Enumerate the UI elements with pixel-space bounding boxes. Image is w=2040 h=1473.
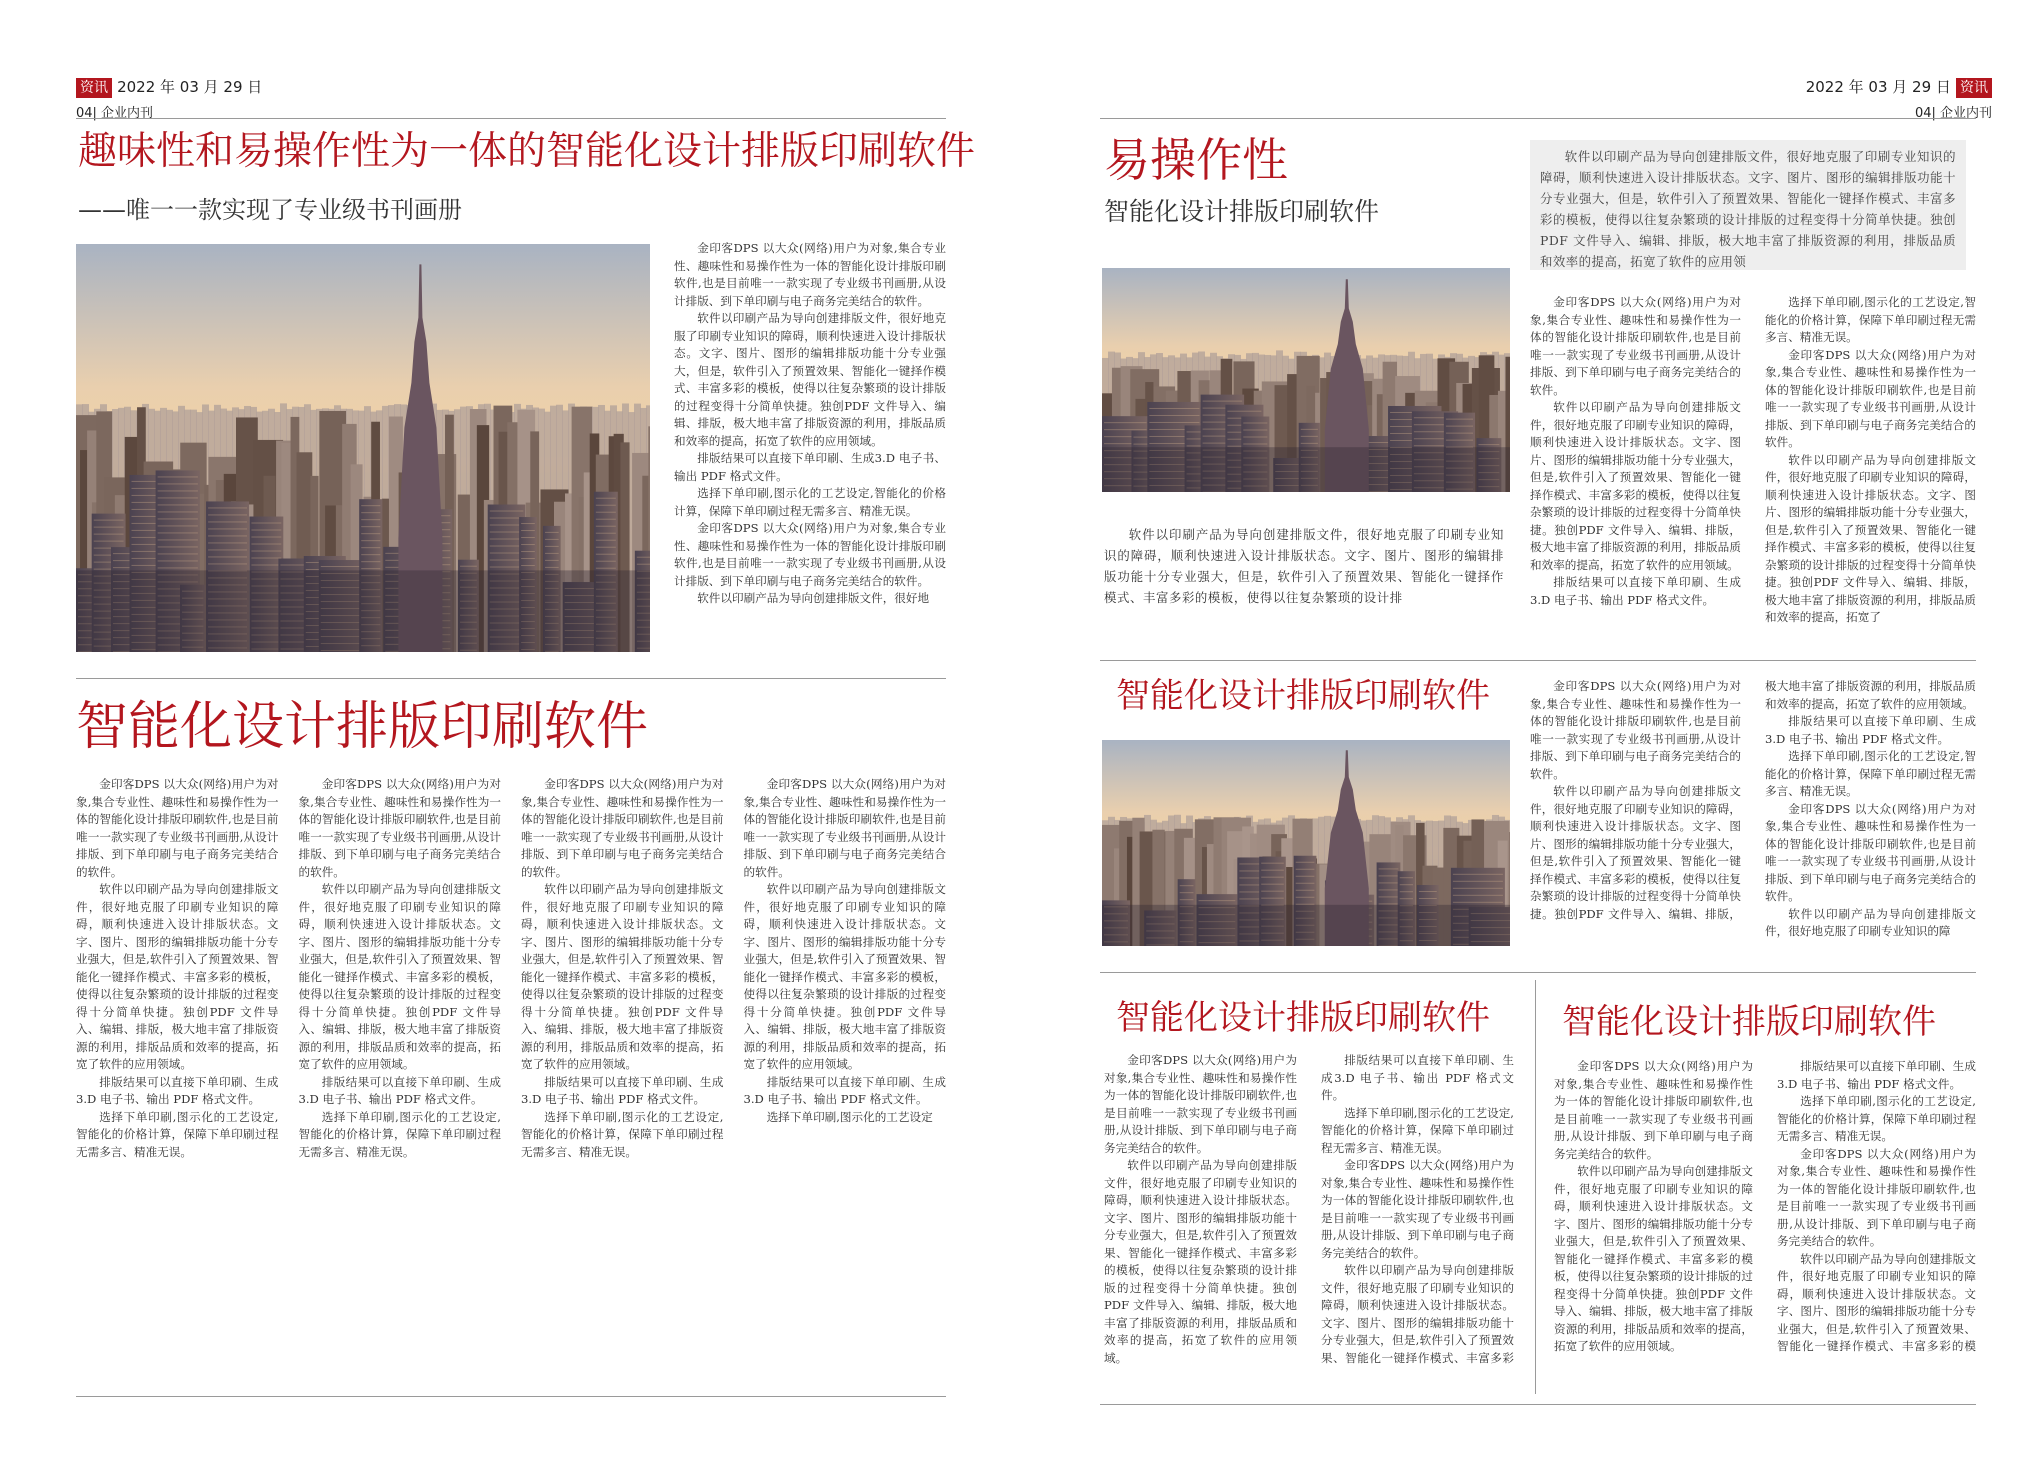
left-header-date: 2022 年 03 月 29 日 — [117, 78, 263, 96]
right-bottom-right-text — [1554, 1058, 1976, 1380]
paragraph: 选择下单印刷,图示化的工艺设定,智能化的价格计算，保障下单印刷过程无需多言、精准无误。 — [521, 1109, 724, 1159]
paragraph: 软件以印刷产品为导向创建排版文件，很好地克服了印刷专业知识的障碍，顺利快速进入设计排版状态。文字、图片、图形的编辑排版功能十分专业强大，但是，软件引入了预置效果、智能化一键择作模式、丰富多彩的模板，使得以往复杂繁琐的设计排版的过程变得十分简单快捷。独创PDF 文件导入、编辑、排版，极大地丰富了排版资源的利用，排版品质和效率的提高，拓宽了软件的应用领域。 — [674, 311, 946, 448]
pull-quote — [1530, 140, 1966, 270]
paragraph: 金印客DPS 以大众(网络)用户为对象,集合专业性、趣味性和易操作性为一体的智能化设计排版印刷软件,也是目前唯一一款实现了专业级书刊画册,从设计排版、到下单印刷与电子商务完美结合的软件。 — [1530, 679, 1741, 781]
right-header-badge: 资讯 — [1956, 78, 1992, 98]
paragraph: 选择下单印刷,图示化的工艺设定,智能化的价格计算，保障下单印刷过程无需多言、精准无误。 — [1765, 749, 1976, 798]
italic-note-text: 软件以印刷产品为导向创建排版文件，很好地克服了印刷专业知识的障碍，顺利快速进入设计排版状态。文字、图片、图形的编辑排版功能十分专业强大，但是，软件引入了预置效果、智能化一键择作模式、丰富多彩的模板，使得以往复杂繁琐的设计排 — [1104, 527, 1504, 605]
paragraph: 金印客DPS 以大众(网络)用户为对象,集合专业性、趣味性和易操作性为一体的智能化设计排版印刷软件,也是目前唯一一款实现了专业级书刊画册,从设计排版、到下单印刷与电子商务完美结合的软件。 — [1777, 1146, 1976, 1248]
city-skyline-photo-right-top — [1102, 268, 1510, 492]
left-bottom-rule — [76, 1396, 946, 1397]
left-top-text — [674, 240, 946, 652]
paragraph: 金印客DPS 以大众(网络)用户为对象,集合专业性、趣味性和易操作性为一体的智能化设计排版印刷软件,也是目前唯一一款实现了专业级书刊画册,从设计排版、到下单印刷与电子商务完美结合的软件。 — [521, 777, 724, 879]
paragraph: 金印客DPS 以大众(网络)用户为对象,集合专业性、趣味性和易操作性为一体的智能化设计排版印刷软件,也是目前唯一一款实现了专业级书刊画册,从设计排版、到下单印刷与电子商务完美结合的软件。 — [1530, 295, 1741, 397]
paragraph: 金印客DPS 以大众(网络)用户为对象,集合专业性、趣味性和易操作性为一体的智能化设计排版印刷软件,也是目前唯一一款实现了专业级书刊画册,从设计排版、到下单印刷与电子商务完美结合的软件。 — [76, 777, 279, 879]
paragraph: 软件以印刷产品为导向创建排版文件，很好地克服了印刷专业知识的障碍，顺利快速进入设计排版状态。文字、图片、图形的编辑排版功能十分专业强大，但是,软件引入了预置效果、智能化一键择作模式、丰富多彩的模板，使得以往复杂繁琐的设计排版的过程变得十分简单快捷。独创PDF 文件导入、编辑、排版，极大地丰富了排版资源的利用，排版品质和效率的提高，拓宽了软件的应用领域。 — [1530, 400, 1741, 572]
city-skyline-photo-right-middle — [1102, 740, 1510, 946]
paragraph: 软件以印刷产品为导向创建排版文件，很好地克服了印刷专业知识的障 — [1765, 906, 1976, 938]
paragraph: 软件以印刷产品为导向创建排版文件，很好地 — [697, 591, 930, 605]
paragraph: 软件以印刷产品为导向创建排版文件，很好地克服了印刷专业知识的障碍，顺利快速进入设计排版状态。文字、图片、图形的编辑排版功能十分专业强大，但是,软件引入了预置效果、智能化一键择作模式、丰富多彩的模板，使得以往复杂繁琐的设计排版的过程变得十分简单快捷。独创PDF 文件导入、编辑、排版，极大地丰富了排版资源的利用，排版品质和效率的提高，拓宽了软件的应用领域。 — [298, 882, 501, 1071]
right-header-date: 2022 年 03 月 29 日 — [1805, 78, 1951, 96]
right-top-text — [1530, 294, 1976, 636]
right-subheadline: 智能化设计排版印刷软件 — [1104, 197, 1380, 226]
paragraph: 排版结果可以直接下单印刷、生成3.D 电子书、输出 PDF 格式文件。 — [1321, 1053, 1514, 1102]
paragraph: 软件以印刷产品为导向创建排版文件，很好地克服了印刷专业知识的障碍，顺利快速进入设计排版状态。文字、图片、图形的编辑排版功能十分专业强大，但是,软件引入了预置效果、智能化一键择作模式、丰富多彩的模 — [1777, 1251, 1976, 1353]
paragraph: 排版结果可以直接下单印刷、生成3.D 电子书、输出 PDF 格式文件。 — [521, 1074, 724, 1106]
italic-note — [1104, 524, 1504, 610]
right-bottom-right-headline: 智能化设计排版印刷软件 — [1562, 1002, 1936, 1042]
left-header-rule — [76, 118, 946, 119]
paragraph: 软件以印刷产品为导向创建排版文件，很好地克服了印刷专业知识的障碍，顺利快速进入设计排版状态。文字、图片、图形的编辑排版功能十分专业强大，但是,软件引入了预置效果、智能化一键择作模式、丰富多彩的模板，使得以往复杂繁琐的设计排版的过程变得十分简单快捷。独创PDF 文件导入、编辑、排版，极大地丰富了排版资源的利用，排版品质和效率的提高，拓宽了软件的应用领域。 — [521, 882, 724, 1071]
right-middle-text — [1530, 678, 1976, 948]
paragraph: 金印客DPS 以大众(网络)用户为对象,集合专业性、趣味性和易操作性为一体的智能化设计排版印刷软件,也是目前唯一一款实现了专业级书刊画册,从设计排版、到下单印刷与电子商务完美结合的软件。 — [1765, 801, 1976, 903]
paragraph: 排版结果可以直接下单印刷、生成3.D 电子书、输出 PDF 格式文件。 — [1530, 575, 1741, 607]
paragraph: 排版结果可以直接下单印刷、生成3.D 电子书、输出 PDF 格式文件。 — [1765, 714, 1976, 746]
paragraph: 金印客DPS 以大众(网络)用户为对象,集合专业性、趣味性和易操作性为一体的智能化设计排版印刷软件,也是目前唯一一款实现了专业级书刊画册,从设计排版、到下单印刷与电子商务完美结合的软件。 — [1765, 347, 1976, 449]
right-bottom-rule — [1100, 1404, 1976, 1405]
paragraph: 软件以印刷产品为导向创建排版文件，很好地克服了印刷专业知识的障碍，顺利快速进入设计排版状态。文字、图片、图形的编辑排版功能十分专业强大，但是,软件引入了预置效果、智能化一键择作模式、丰富多彩的模板，使得以往复杂繁琐的设计排版的过程变得十分简单快捷。独创PDF 文件导入、编辑、排版，极大地丰富了排版资源的利用，排版品质和效率的提高，拓宽了软件的应用领域。 — [1530, 679, 1976, 921]
left-big-headline: 智能化设计排版印刷软件 — [76, 697, 649, 757]
paragraph: 软件以印刷产品为导向创建排版文件，很好地克服了印刷专业知识的障碍，顺利快速进入设计排版状态。文字、图片、图形的编辑排版功能十分专业强大，但是,软件引入了预置效果、智能化一键择作模式、丰富多彩的模板，使得以往复杂繁琐的设计排版的过程变得十分简单快捷。独创PDF 文件导入、编辑、排版，极大地丰富了排版资源的利用，排版品质和效率的提高，拓宽了软件的应用领域。 — [76, 882, 279, 1071]
paragraph: 选择下单印刷,图示化的工艺设定,智能化的价格计算，保障下单印刷过程无需多言、精准无误。 — [298, 1109, 501, 1159]
paragraph: 金印客DPS 以大众(网络)用户为对象,集合专业性、趣味性和易操作性为一体的智能化设计排版印刷软件,也是目前唯一一款实现了专业级书刊画册,从设计排版、到下单印刷与电子商务完美结合的软件。 — [298, 777, 501, 879]
left-header-badge: 资讯 — [76, 78, 112, 98]
paragraph: 金印客DPS 以大众(网络)用户为对象,集合专业性、趣味性和易操作性为一体的智能化设计排版印刷软件,也是目前唯一一款实现了专业级书刊画册,从设计排版、到下单印刷与电子商务完美结合的软件。 — [1554, 1059, 1753, 1161]
paragraph: 金印客DPS 以大众(网络)用户为对象,集合专业性、趣味性和易操作性为一体的智能化设计排版印刷软件,也是目前唯一一款实现了专业级书刊画册,从设计排版、到下单印刷与电子商务完美结合的软件。 — [1104, 1053, 1297, 1155]
right-headline: 易操作性 — [1104, 133, 1288, 187]
right-bottom-left-text — [1104, 1052, 1514, 1378]
paragraph: 选择下单印刷,图示化的工艺设定 — [766, 1109, 933, 1124]
pull-quote-text: 软件以印刷产品为导向创建排版文件，很好地克服了印刷专业知识的障碍，顺利快速进入设计排版状态。文字、图片、图形的编辑排版功能十分专业强大，但是，软件引入了预置效果、智能化一键择作模式、丰富多彩的模板，使得以往复杂繁琐的设计排版的过程变得十分简单快捷。独创PDF 文件导入、编辑、排版，极大地丰富了排版资源的利用，排版品质和效率的提高，拓宽了软件的应用领 — [1540, 149, 1956, 269]
paragraph: 软件以印刷产品为导向创建排版文件，很好地克服了印刷专业知识的障碍，顺利快速进入设计排版状态。文字、图片、图形的编辑排版功能十分专业强大，但是,软件引入了预置效果、智能化一键择作模式、丰富多彩的模板，使得以往复杂繁琐的设计排版的过程变得十分简单快捷。独创PDF 文件导入、编辑、排版，极大地丰富了排版资源的利用，排版品质和效率的提高，拓宽了 — [1765, 452, 1976, 624]
paragraph: 排版结果可以直接下单印刷、生成3.D 电子书、输出 PDF 格式文件。 — [674, 451, 946, 483]
paragraph: 金印客DPS 以大众(网络)用户为对象,集合专业性、趣味性和易操作性为一体的智能化设计排版印刷软件,也是目前唯一一款实现了专业级书刊画册,从设计排版、到下单印刷与电子商务完美结合的软件。 — [743, 777, 946, 879]
paragraph: 软件以印刷产品为导向创建排版文件，很好地克服了印刷专业知识的障碍，顺利快速进入设计排版状态。文字、图片、图形的编辑排版功能十分专业强大，但是,软件引入了预置效果、智能化一键择作模式、丰富多彩 — [1321, 1263, 1514, 1365]
paragraph: 排版结果可以直接下单印刷、生成3.D 电子书、输出 PDF 格式文件。 — [1777, 1059, 1976, 1091]
paragraph: 排版结果可以直接下单印刷、生成3.D 电子书、输出 PDF 格式文件。 — [743, 1074, 946, 1106]
right-mid-rule — [1100, 660, 1976, 661]
paragraph: 排版结果可以直接下单印刷、生成3.D 电子书、输出 PDF 格式文件。 — [298, 1074, 501, 1106]
paragraph: 金印客DPS 以大众(网络)用户为对象,集合专业性、趣味性和易操作性为一体的智能化设计排版印刷软件,也是目前唯一一款实现了专业级书刊画册,从设计排版、到下单印刷与电子商务完美结合的软件。 — [674, 241, 946, 308]
right-header — [1806, 76, 1992, 121]
paragraph: 金印客DPS 以大众(网络)用户为对象,集合专业性、趣味性和易操作性为一体的智能化设计排版印刷软件,也是目前唯一一款实现了专业级书刊画册,从设计排版、到下单印刷与电子商务完美结合的软件。 — [1321, 1158, 1514, 1260]
left-bottom-text — [76, 776, 946, 1370]
paragraph: 选择下单印刷,图示化的工艺设定,智能化的价格计算，保障下单印刷过程无需多言、精准无误。 — [1777, 1094, 1976, 1143]
left-mid-rule — [76, 678, 946, 679]
paragraph: 选择下单印刷,图示化的工艺设定,智能化的价格计算，保障下单印刷过程无需多言、精准无误。 — [1765, 295, 1976, 344]
paragraph: 金印客DPS 以大众(网络)用户为对象,集合专业性、趣味性和易操作性为一体的智能化设计排版印刷软件,也是目前唯一一款实现了专业级书刊画册,从设计排版、到下单印刷与电子商务完美结合的软件。 — [674, 521, 946, 588]
left-header-section: 04| 企业内刊 — [76, 106, 154, 121]
paragraph: 软件以印刷产品为导向创建排版文件，很好地克服了印刷专业知识的障碍，顺利快速进入设计排版状态。文字、图片、图形的编辑排版功能十分专业强大，但是,软件引入了预置效果、智能化一键择作模式、丰富多彩的模板，使得以往复杂繁琐的设计排版的过程变得十分简单快捷。独创PDF 文件导入、编辑、排版，极大地丰富了排版资源的利用，排版品质和效率的提高，拓宽了软件的应用领域。 — [1554, 1164, 1753, 1353]
right-header-section: 04| 企业内刊 — [1914, 106, 1992, 121]
right-bottom-left-headline: 智能化设计排版印刷软件 — [1116, 998, 1490, 1038]
left-subheadline: ——唯一一款实现了专业级书刊画册 — [78, 196, 462, 224]
left-headline: 趣味性和易操作性为一体的智能化设计排版印刷软件 — [78, 129, 976, 174]
left-header — [76, 76, 262, 121]
paragraph: 选择下单印刷,图示化的工艺设定,智能化的价格计算，保障下单印刷过程无需多言、精准无误。 — [1321, 1105, 1514, 1155]
paragraph: 软件以印刷产品为导向创建排版文件，很好地克服了印刷专业知识的障碍，顺利快速进入设计排版状态。文字、图片、图形的编辑排版功能十分专业强大，但是,软件引入了预置效果、智能化一键择作模式、丰富多彩的模板，使得以往复杂繁琐的设计排版的过程变得十分简单快捷。独创PDF 文件导入、编辑、排版，极大地丰富了排版资源的利用，排版品质和效率的提高，拓宽了软件的应用领域。 — [1104, 1158, 1297, 1365]
city-skyline-photo — [76, 244, 650, 652]
right-middle-headline: 智能化设计排版印刷软件 — [1116, 676, 1490, 716]
right-lower-rule — [1100, 972, 1976, 973]
paragraph: 排版结果可以直接下单印刷、生成3.D 电子书、输出 PDF 格式文件。 — [76, 1074, 279, 1106]
paragraph: 选择下单印刷,图示化的工艺设定,智能化的价格计算，保障下单印刷过程无需多言、精准无误。 — [76, 1109, 279, 1159]
paragraph: 选择下单印刷,图示化的工艺设定,智能化的价格计算，保障下单印刷过程无需多言、精准无误。 — [674, 486, 946, 518]
right-header-rule — [1100, 118, 1976, 119]
paragraph: 软件以印刷产品为导向创建排版文件，很好地克服了印刷专业知识的障碍，顺利快速进入设计排版状态。文字、图片、图形的编辑排版功能十分专业强大，但是,软件引入了预置效果、智能化一键择作模式、丰富多彩的模板，使得以往复杂繁琐的设计排版的过程变得十分简单快捷。独创PDF 文件导入、编辑、排版，极大地丰富了排版资源的利用，排版品质和效率的提高，拓宽了软件的应用领域。 — [743, 882, 946, 1071]
right-column-divider — [1535, 980, 1536, 1394]
